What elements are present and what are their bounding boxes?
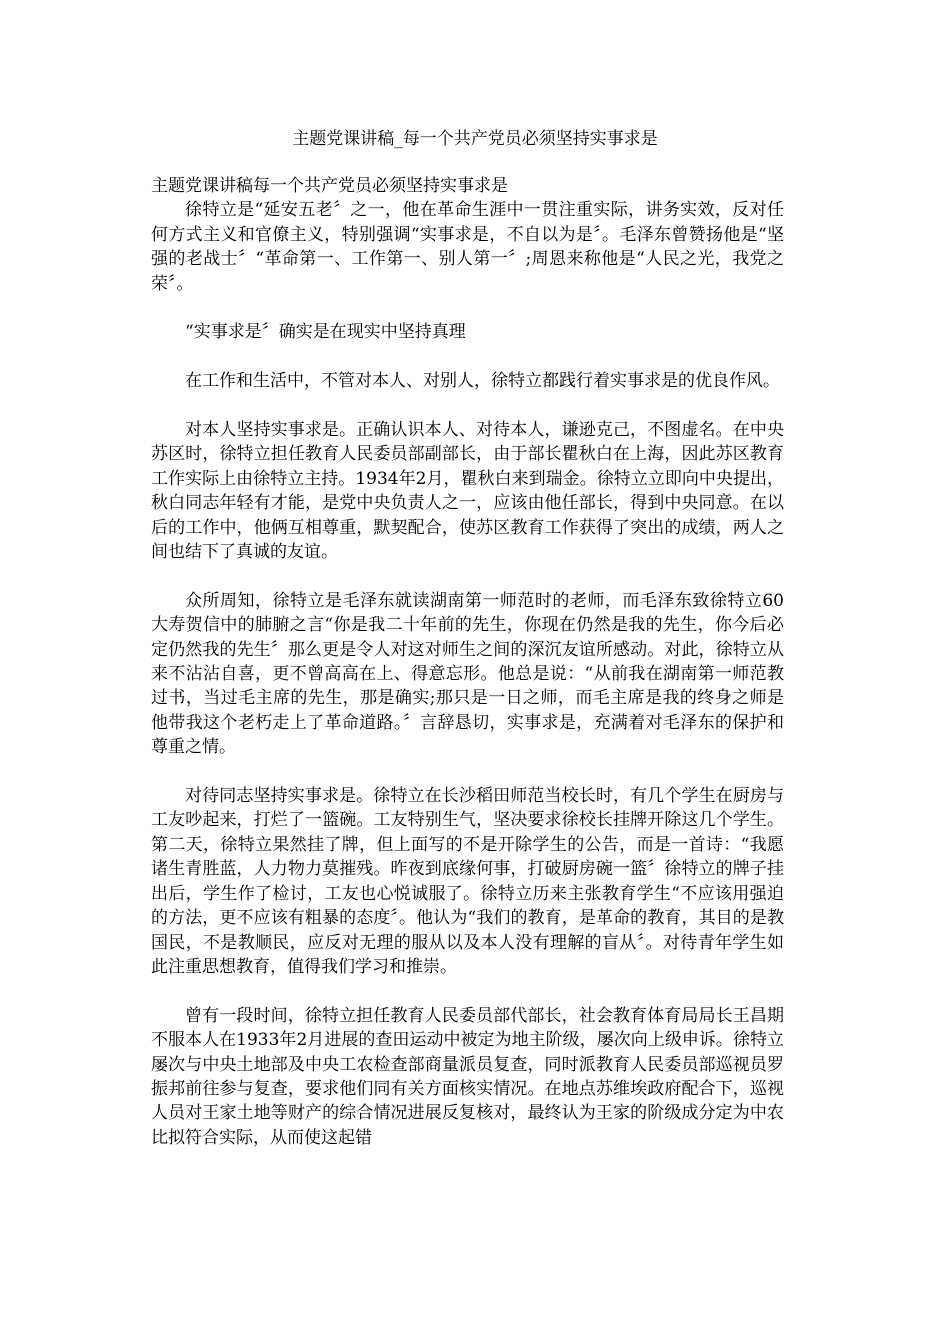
paragraph: 对本人坚持实事求是。正确认识本人、对待本人，谦逊克己，不图虚名。在中央苏区时，徐特立担任教育人民委员部副部长，由于部长瞿秋白在上海，因此苏区教育工作实际上由徐特立主持。1934年2月，瞿秋白来到瑞金。徐特立立即向中央提出，秋白同志年轻有才能，是党中央负责人之一，应该由他任部长，得到中央同意。在以后的工作中，他俩互相尊重，默契配合，使苏区教育工作获得了突出的成绩，两人之间也结下了真诚的友谊。 bbox=[151, 420, 784, 563]
document-body bbox=[151, 174, 784, 1150]
paragraph-intro: 徐特立是“延安五老〞之一，他在革命生涯中一贯注重实际，讲务实效，反对任何方式主义和官僚主义，特别强调“实事求是，不自以为是〞。毛泽东曾赞扬他是“坚强的老战士〞“革命第一、工作第一、别人第一〞;周恩来称他是“人民之光，我党之荣〞。 bbox=[151, 200, 784, 294]
section-heading: “实事求是〞确实是在现实中坚持真理 bbox=[185, 322, 466, 343]
paragraph: 对待同志坚持实事求是。徐特立在长沙稻田师范当校长时，有几个学生在厨房与工友吵起来，打烂了一篮碗。工友特别生气，坚决要求徐校长挂牌开除这几个学生。第二天，徐特立果然挂了牌，但上面写的不是开除学生的公告，而是一首诗：“我愿诸生青胜蓝，人力物力莫摧残。昨夜到底缘何事，打破厨房碗一篮〞徐特立的牌子挂出后，学生作了检讨，工友也心悦诚服了。徐特立历来主张教育学生“不应该用强迫的方法，更不应该有粗暴的态度〞。他认为“我们的教育，是革命的教育，其目的是教国民，不是教顺民，应反对无理的服从以及本人没有理解的盲从〞。对待青年学生如此注重思想教育，值得我们学习和推崇。 bbox=[151, 786, 784, 977]
paragraph: 曾有一段时间，徐特立担任教育人民委员部代部长，社会教育体育局局长王昌期不服本人在1933年2月进展的查田运动中被定为地主阶级，屡次向上级申诉。徐特立屡次与中央土地部及中央工农检查部商量派员复查，同时派教育人民委员部巡视员罗振邦前往参与复查，要求他们同有关方面核实情况。在地点苏维埃政府配合下，巡视人员对王家土地等财产的综合情况进展反复核对，最终认为王家的阶级成分定为中农比拟符合实际，从而使这起错 bbox=[151, 1005, 784, 1148]
paragraph: 在工作和生活中，不管对本人、对别人，徐特立都践行着实事求是的优良作风。 bbox=[185, 371, 780, 392]
document-subtitle: 主题党课讲稿每一个共产党员必须坚持实事求是 bbox=[151, 176, 508, 196]
document-title: 主题党课讲稿_每一个共产党员必须坚持实事求是 bbox=[292, 129, 658, 149]
paragraph: 众所周知，徐特立是毛泽东就读湖南第一师范时的老师，而毛泽东致徐特立60大寿贺信中的肺腑之言“你是我二十年前的先生，你现在仍然是我的先生，你今后必定仍然我的先生〞那么更是令人对这对师生之间的深沉友谊所感动。对此，徐特立从来不沾沾自喜，更不曾高高在上、得意忘形。他总是说：“从前我在湖南第一师范教过书，当过毛主席的先生，那是确实;那只是一日之师，而毛主席是我的终身之师是他带我这个老朽走上了革命道路。〞言辞恳切，实事求是，充满着对毛泽东的保护和尊重之情。 bbox=[151, 590, 784, 758]
